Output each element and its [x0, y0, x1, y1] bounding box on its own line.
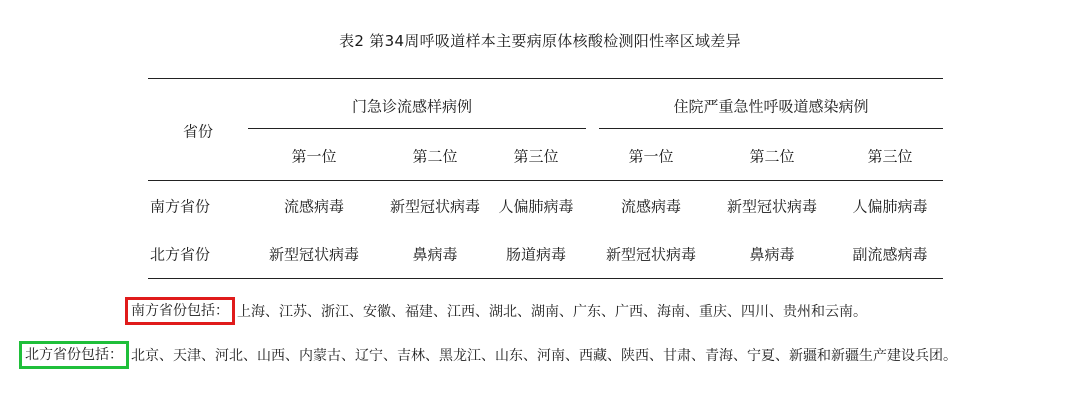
north-province-list: 北京、天津、河北、山西、内蒙古、辽宁、吉林、黑龙江、山东、河南、西藏、陕西、甘肃、青海、宁夏、新疆和新疆生产建设兵团。	[131, 348, 957, 364]
south-label-box: 南方省份包括：	[125, 297, 235, 325]
table-cell: 副流感病毒	[852, 245, 928, 264]
group-rule-inpatient	[599, 128, 943, 129]
table-cell: 新型冠状病毒	[605, 245, 697, 264]
header-bottom-rule	[148, 180, 943, 181]
row-label-south: 南方省份	[149, 197, 211, 216]
row-label-north: 北方省份	[149, 245, 211, 264]
table-cell: 人偏肺病毒	[498, 197, 574, 216]
table-cell: 人偏肺病毒	[852, 197, 928, 216]
table-cell: 新型冠状病毒	[389, 197, 481, 216]
sub-header: 第一位	[628, 147, 674, 166]
note-north	[19, 341, 957, 369]
sub-header: 第二位	[412, 147, 458, 166]
table-bottom-rule	[148, 278, 943, 279]
row-header-province: 省份	[182, 122, 214, 141]
table-cell: 鼻病毒	[412, 245, 458, 264]
group-header-outpatient: 门急诊流感样病例	[351, 97, 473, 116]
table-top-rule	[148, 78, 943, 79]
sub-header: 第二位	[749, 147, 795, 166]
note-south	[125, 297, 867, 325]
table-cell: 肠道病毒	[505, 245, 567, 264]
table-cell: 鼻病毒	[749, 245, 795, 264]
group-header-inpatient: 住院严重急性呼吸道感染病例	[673, 97, 869, 116]
table-cell: 流感病毒	[283, 197, 345, 216]
table-cell: 新型冠状病毒	[268, 245, 360, 264]
table-cell: 新型冠状病毒	[726, 197, 818, 216]
north-label-box: 北方省份包括：	[19, 341, 129, 369]
sub-header: 第三位	[513, 147, 559, 166]
table-cell: 流感病毒	[620, 197, 682, 216]
south-province-list: 上海、江苏、浙江、安徽、福建、江西、湖北、湖南、广东、广西、海南、重庆、四川、贵州和云南。	[237, 304, 867, 320]
sub-header: 第一位	[291, 147, 337, 166]
sub-header: 第三位	[867, 147, 913, 166]
group-rule-outpatient	[248, 128, 586, 129]
table-title: 表2 第34周呼吸道样本主要病原体核酸检测阳性率区域差异	[339, 32, 741, 50]
